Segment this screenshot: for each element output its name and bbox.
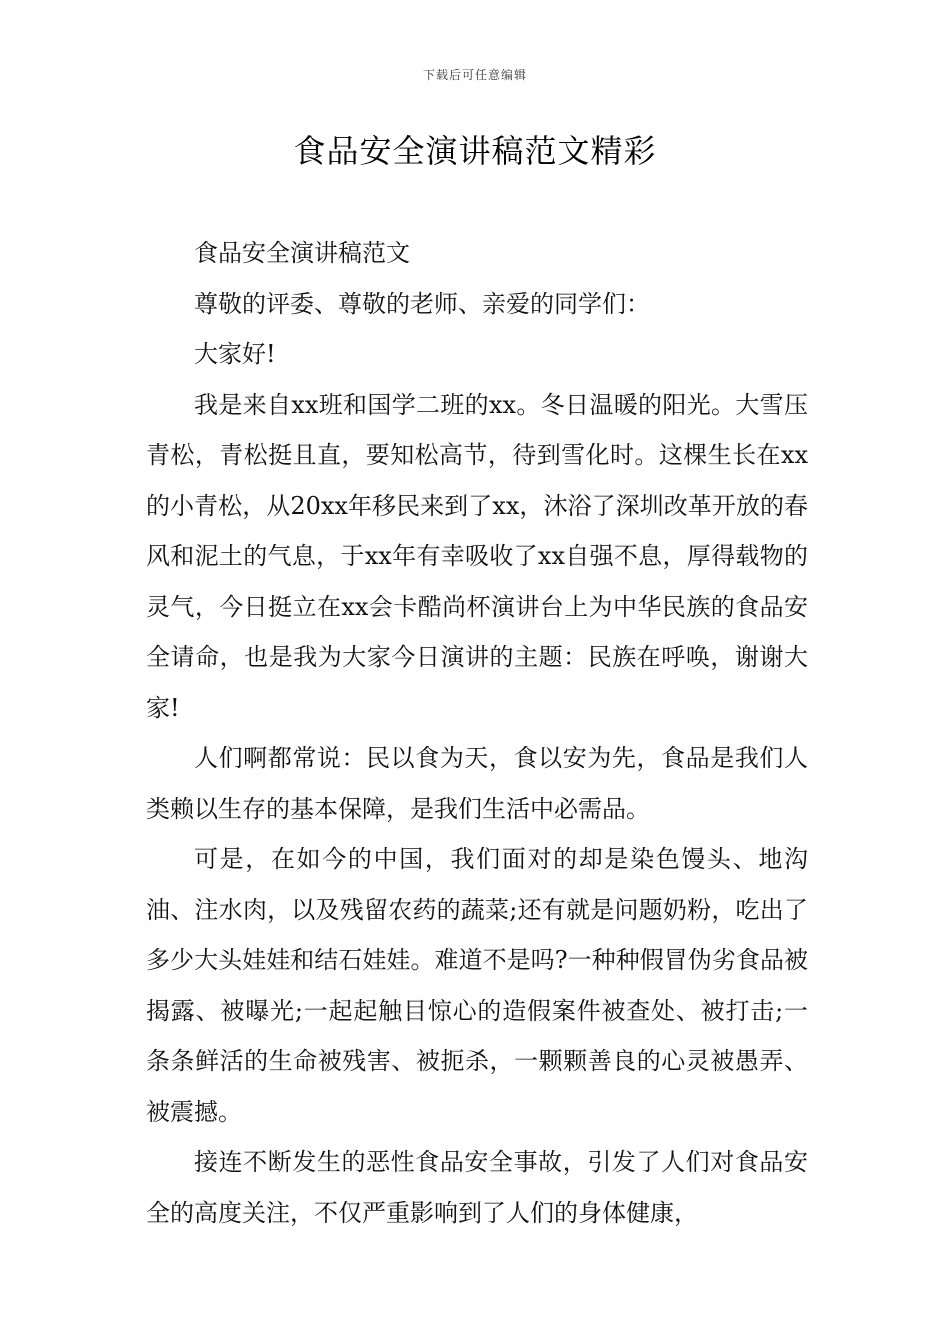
paragraph-subtitle: 食品安全演讲稿范文 [194, 239, 410, 267]
paragraph-salutation: 尊敬的评委、尊敬的老师、亲爱的同学们： [194, 289, 650, 318]
page-title: 食品安全演讲稿范文精彩 [293, 132, 657, 170]
header-note: 下载后可任意编辑 [422, 68, 527, 82]
document-body [146, 228, 808, 1238]
paragraph-greeting: 大家好! [194, 340, 276, 368]
paragraph-incidents: 接连不断发生的恶性食品安全事故，引发了人们对食品安全的高度关注，不仅严重影响到了人们的身体健康， [146, 1148, 808, 1227]
paragraph-introduction: 我是来自xx班和国学二班的xx。冬日温暖的阳光。大雪压青松，青松挺且直，要知松高节，待到雪化时。这棵生长在xx的小青松，从20xx年移民来到了xx，沐浴了深圳改革开放的春风和泥土的气息，于xx年有幸吸收了xx自强不息，厚得载物的灵气，今日挺立在xx会卡酷尚杯演讲台上为中华民族的食品安全请命，也是我为大家今日演讲的主题：民族在呼唤，谢谢大家! [146, 390, 808, 722]
paragraph-saying: 人们啊都常说：民以食为天，食以安为先，食品是我们人类赖以生存的基本保障，是我们生活中必需品。 [146, 744, 808, 823]
paragraph-problems: 可是，在如今的中国，我们面对的却是染色馒头、地沟油、注水肉，以及残留农药的蔬菜;还有就是问题奶粉，吃出了多少大头娃娃和结石娃娃。难道不是吗?一种种假冒伪劣食品被揭露、被曝光;一起起触目惊心的造假案件被查处、被打击;一条条鲜活的生命被残害、被扼杀，一颗颗善良的心灵被愚弄、被震撼。 [146, 845, 808, 1126]
